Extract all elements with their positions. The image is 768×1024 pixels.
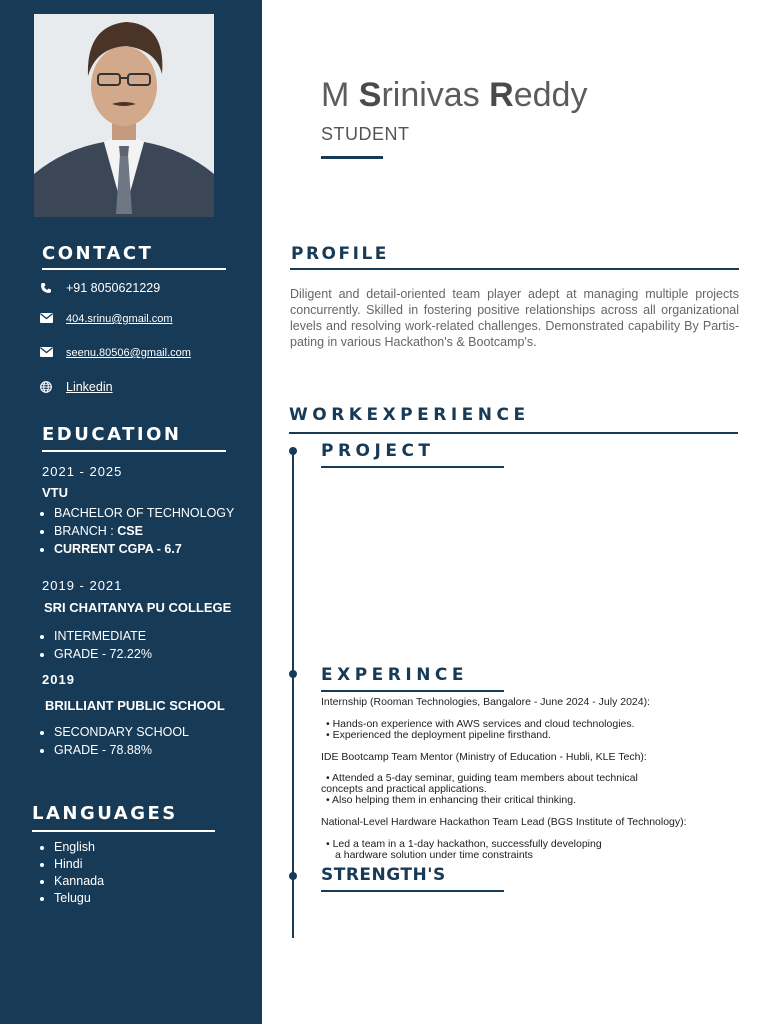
name-part: M bbox=[321, 76, 359, 114]
exp3-title: National-Level Hardware Hackathon Team Lead (BGS Institute of Technology): bbox=[321, 816, 687, 828]
edu-years-2: 2019 - 2021 bbox=[42, 578, 123, 593]
edu-list-2 bbox=[40, 627, 152, 663]
name-part: S bbox=[358, 76, 382, 114]
phone-number: +91 8050621229 bbox=[66, 281, 161, 295]
job-title: STUDENT bbox=[321, 124, 410, 144]
exp2-title: IDE Bootcamp Team Mentor (Ministry of Education - Hubli, KLE Tech): bbox=[321, 751, 647, 763]
project-heading: PROJECT bbox=[321, 441, 435, 461]
edu-item: • INTERMEDIATE bbox=[54, 627, 152, 645]
exp2-bullet: • Attended a 5-day seminar, guiding team members about technical bbox=[326, 772, 638, 784]
contact-heading: CONTACT bbox=[42, 243, 154, 264]
language-item: • Telugu bbox=[54, 890, 104, 907]
contact-divider bbox=[42, 268, 226, 270]
edu-institution-3: BRILLIANT PUBLIC SCHOOL bbox=[45, 698, 225, 713]
edu-item: • CURRENT CGPA - 6.7 bbox=[54, 540, 234, 558]
email-icon bbox=[40, 313, 54, 325]
profile-photo bbox=[34, 14, 214, 217]
full-name bbox=[321, 76, 587, 115]
work-experience-heading: WORKEXPERIENCE bbox=[289, 405, 530, 425]
email-icon bbox=[40, 347, 54, 359]
edu-institution-2: SRI CHAITANYA PU COLLEGE bbox=[44, 600, 232, 615]
work-divider bbox=[289, 432, 738, 434]
contact-phone bbox=[40, 281, 160, 295]
name-part: R bbox=[489, 76, 514, 114]
exp2-bullet-cont: concepts and practical applications. bbox=[321, 783, 487, 795]
exp1-bullet: • Hands-on experience with AWS services and cloud technologies. bbox=[326, 718, 635, 730]
profile-divider bbox=[290, 268, 739, 270]
education-heading: EDUCATION bbox=[42, 424, 182, 445]
exp3-bullet-cont: a hardware solution under time constraints bbox=[335, 849, 533, 861]
timeline-dot bbox=[289, 872, 297, 880]
contact-email-1 bbox=[40, 313, 173, 325]
edu-item-value: CSE bbox=[117, 524, 143, 538]
languages-divider bbox=[32, 830, 215, 832]
edu-list-1 bbox=[40, 504, 234, 558]
sidebar bbox=[0, 0, 262, 1024]
email-link-1[interactable]: 404.srinu@gmail.com bbox=[66, 313, 173, 325]
experience-heading: EXPERINCE bbox=[321, 665, 469, 685]
edu-item: • BACHELOR OF TECHNOLOGY bbox=[54, 504, 234, 522]
contact-linkedin bbox=[40, 380, 113, 394]
edu-list-3 bbox=[40, 723, 189, 759]
edu-years-3: 2019 bbox=[42, 672, 75, 687]
strengths-divider bbox=[321, 890, 504, 892]
edu-item: • SECONDARY SCHOOL bbox=[54, 723, 189, 741]
phone-icon bbox=[40, 282, 54, 294]
exp1-title: Internship (Rooman Technologies, Bangalore - June 2024 - July 2024): bbox=[321, 696, 651, 708]
exp1-bullet: • Experienced the deployment pipeline firsthand. bbox=[326, 729, 551, 741]
title-underline bbox=[321, 156, 383, 159]
language-item: • Hindi bbox=[54, 856, 104, 873]
edu-institution-1: VTU bbox=[42, 485, 68, 500]
edu-item bbox=[54, 522, 234, 540]
project-divider bbox=[321, 466, 504, 468]
contact-email-2 bbox=[40, 347, 191, 359]
language-item: • Kannada bbox=[54, 873, 104, 890]
timeline-dot bbox=[289, 670, 297, 678]
edu-item-label: BRANCH : bbox=[54, 524, 118, 538]
name-part: rinivas bbox=[381, 76, 490, 114]
profile-heading: PROFILE bbox=[291, 244, 389, 264]
name-part: eddy bbox=[513, 76, 588, 114]
timeline-line bbox=[292, 450, 294, 938]
email-link-2[interactable]: seenu.80506@gmail.com bbox=[66, 347, 191, 359]
exp2-bullet: • Also helping them in enhancing their critical thinking. bbox=[326, 794, 576, 806]
strengths-heading: STRENGTH'S bbox=[321, 865, 446, 885]
experience-divider bbox=[321, 690, 504, 692]
timeline-dot bbox=[289, 447, 297, 455]
edu-item: • GRADE - 78.88% bbox=[54, 741, 189, 759]
globe-icon bbox=[40, 381, 54, 393]
profile-summary: Diligent and detail-oriented team player adept at managing multiple projects concurrently. Skilled in fostering positive relationships across all organizational levels and resolving work-related challenges. Demonstrated capability By Partis-pating in various Hackathon's & Bootcamp's. bbox=[290, 287, 739, 349]
language-item: • English bbox=[54, 839, 104, 856]
edu-years-1: 2021 - 2025 bbox=[42, 464, 123, 479]
linkedin-link[interactable]: Linkedin bbox=[66, 380, 113, 394]
education-divider bbox=[42, 450, 226, 452]
exp3-bullet: • Led a team in a 1-day hackathon, successfully developing bbox=[326, 838, 602, 850]
languages-list bbox=[40, 839, 104, 907]
edu-item: • GRADE - 72.22% bbox=[54, 645, 152, 663]
languages-heading: LANGUAGES bbox=[32, 803, 178, 824]
